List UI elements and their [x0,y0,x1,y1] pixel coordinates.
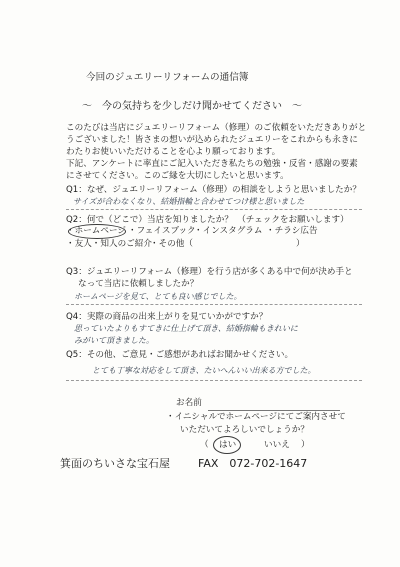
option-instagram: ・インスタグラム [194,226,263,236]
answer-yes: はい [219,440,237,450]
question-3: Q3：ジュエリーリフォーム（修理）を行う店が多くある中で何が決め手と [66,267,353,277]
question-5: Q5：その他、ご意見・ご感想があればお聞かせください。 [66,350,294,360]
page-title: 今回のジュエリーリフォームの通信簿 [86,72,249,83]
selected-yes-circle [213,436,241,454]
selected-option-circle [68,224,126,239]
page-subtitle: ～ 今の気持ちを少しだけ聞かせてください ～ [82,101,302,112]
answer-rule [66,380,362,381]
initial-consent-question: ・イニシャルでホームページにてご案内させて [166,412,346,422]
intro-line: 下記、アンケートに率直にご記入いただき私たちの勉強・反省・感謝の要素 [66,159,358,169]
answer-3: ホームページを見て、とても良い感じでした。 [74,292,242,301]
option-facebook: ・フェイスブック [128,226,196,236]
intro-line: うございました！皆さまの想いが込められたジュエリーをこれからも永きに [66,135,359,145]
intro-line: わたりお使いいただけることを心より願っております。 [66,147,281,157]
answer-4: 思っていたよりもすてきに仕上げて頂き、結婚指輪もきれいに [74,324,298,333]
paren-close: ） [301,440,310,450]
answer-1: サイズが合わなくなり、結婚指輪と合わせてつけ様と思いました [73,197,305,206]
option-friend: ・友人・知人のご紹介 [66,239,152,249]
answer-no: いいえ [264,440,290,450]
question-4: Q4：実際の商品の出来上がりを見ていかがですか？ [66,312,268,322]
intro-line: にさせてください。このご縁を大切にしたいと思います。 [66,171,289,181]
name-underline [208,410,340,411]
name-label: お名前 [176,398,202,408]
answer-5: とても丁寧な対応をして頂き、たいへんいい出来る方でした。 [92,366,316,375]
question-2: Q2：何で（どこで）当店を知りましたか？ （チェックをお願いします） [66,215,349,225]
answer-rule [66,304,362,305]
paren-open: （ [200,440,209,450]
fax-number: FAX 072-702-1647 [198,457,308,470]
initial-consent-question-cont: いただいてよろしいでしょうか？ [180,425,309,435]
intro-line: このたびは当店にジュエリーリフォーム（修理）のご依頼をいただきありがと [66,123,367,133]
question-1: Q1：なぜ、ジュエリーリフォーム（修理）の相談をしようと思いましたか？ [66,185,361,195]
store-name: 箕面のちいさな宝石屋 [60,457,170,470]
answer-4-cont: みがいて頂きました。 [74,336,154,345]
option-other-close: ） [296,239,305,249]
option-homepage: ・ホームページ [66,226,126,236]
question-3-cont: なって当店に依頼しましたか？ [78,279,199,289]
answer-rule [66,209,362,210]
option-flyer: ・チラシ広告 [266,226,318,236]
option-other: ・その他（ [150,239,193,249]
